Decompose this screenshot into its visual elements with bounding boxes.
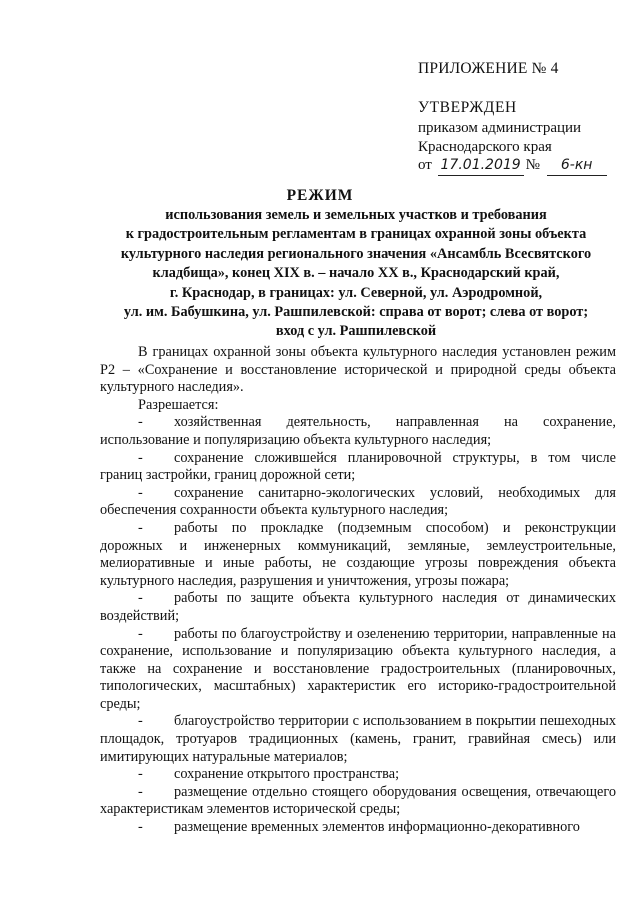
dash-marker: -: [138, 819, 143, 836]
subtitle-line: вход с ул. Рашпилевской: [275, 323, 437, 340]
dash-marker: -: [138, 713, 143, 730]
order-date-row: [418, 156, 607, 176]
list-item-text: работы по защите объекта культурного наследия от динамических воздействий;: [100, 590, 616, 624]
list-item: [100, 485, 616, 520]
list-item: [100, 713, 616, 766]
list-item-text: работы по благоустройству и озеленению территории, направленные на сохранение, использование и популяризацию объекта культурного наследия, а также на сохранение и восстановление градостроительных (планировочных, типологических, масштабных) характеристик его историко-градостроительной среды;: [100, 625, 616, 712]
list-item: [100, 520, 616, 590]
intro-paragraph: В границах охранной зоны объекта культурного наследия установлен режим Р2 – «Сохранение и восстановление исторической и природной среды объекта культурного наследия».: [100, 344, 616, 396]
list-item-text: размещение отдельно стоящего оборудования освещения, отвечающего характеристикам элементов исторической среды;: [100, 783, 616, 818]
order-number: 6-кн: [547, 156, 607, 176]
subtitle-line: использования земель и земельных участков и требования: [165, 207, 547, 223]
list-item-text: размещение временных элементов информационно-декоративного: [174, 819, 580, 836]
list-item: [100, 450, 616, 485]
dash-marker: -: [138, 590, 143, 607]
approved-label: УТВЕРЖДЕН: [418, 99, 517, 116]
list-item: [100, 784, 616, 819]
document-title: РЕЖИМ: [286, 187, 354, 204]
subtitle-line: г. Краснодар, в границах: ул. Северной, ул. Аэродромной,: [169, 284, 543, 301]
list-item-text: сохранение санитарно-экологических условий, необходимых для обеспечения сохранности объекта культурного наследия;: [100, 484, 616, 519]
document-body: [100, 344, 616, 837]
list-item: [100, 819, 616, 837]
dash-marker: -: [138, 519, 143, 536]
list-item-text: хозяйственная деятельность, направленная на сохранение, использование и популяризацию объекта культурного наследия;: [100, 414, 616, 448]
document-subtitle: [96, 206, 616, 342]
dash-marker: -: [138, 449, 143, 466]
dash-marker: -: [138, 783, 143, 800]
date-prefix: от: [418, 157, 432, 173]
subtitle-line: культурного наследия регионального значения «Ансамбль Всесвятского: [120, 245, 592, 262]
dash-marker: -: [138, 625, 143, 642]
list-item: [100, 626, 616, 714]
list-item-text: сохранение открытого пространства;: [174, 766, 400, 783]
dash-marker: -: [138, 414, 143, 431]
number-prefix: №: [525, 157, 540, 173]
list-item: [100, 414, 616, 449]
list-item-text: сохранение сложившейся планировочной структуры, в том числе границ застройки, границ дорожной сети;: [100, 449, 616, 484]
order-date: 17.01.2019: [438, 156, 524, 176]
list-item: [100, 590, 616, 625]
dash-marker: -: [138, 766, 143, 783]
list-item: [100, 766, 616, 784]
subtitle-line: к градостроительным регламентам в границах охранной зоны объекта: [125, 226, 587, 243]
allowed-label: Разрешается:: [138, 396, 219, 413]
subtitle-line: ул. им. Бабушкина, ул. Рашпилевской: справа от ворот; слева от ворот;: [123, 304, 589, 321]
appendix-label: ПРИЛОЖЕНИЕ № 4: [418, 60, 559, 77]
order-line-2: Краснодарского края: [418, 139, 552, 155]
list-item-text: благоустройство территории с использованием в покрытии пешеходных площадок, тротуаров традиционных (камень, гранит, гравийная смесь) или имитирующих натуральные материалов;: [100, 713, 616, 765]
subtitle-line: кладбища», конец XIX в. – начало XX в., Краснодарский край,: [152, 265, 560, 282]
order-line-1: приказом администрации: [418, 120, 582, 136]
list-item-text: работы по прокладке (подземным способом) и реконструкции дорожных и инженерных коммуникаций, земляные, землеустроительные, мелиоративные и иные работы, не создающие угрозы повреждения объекта культурного наследия, разрушения и уничтожения, угрозы пожара;: [100, 519, 616, 589]
dash-marker: -: [138, 484, 143, 501]
